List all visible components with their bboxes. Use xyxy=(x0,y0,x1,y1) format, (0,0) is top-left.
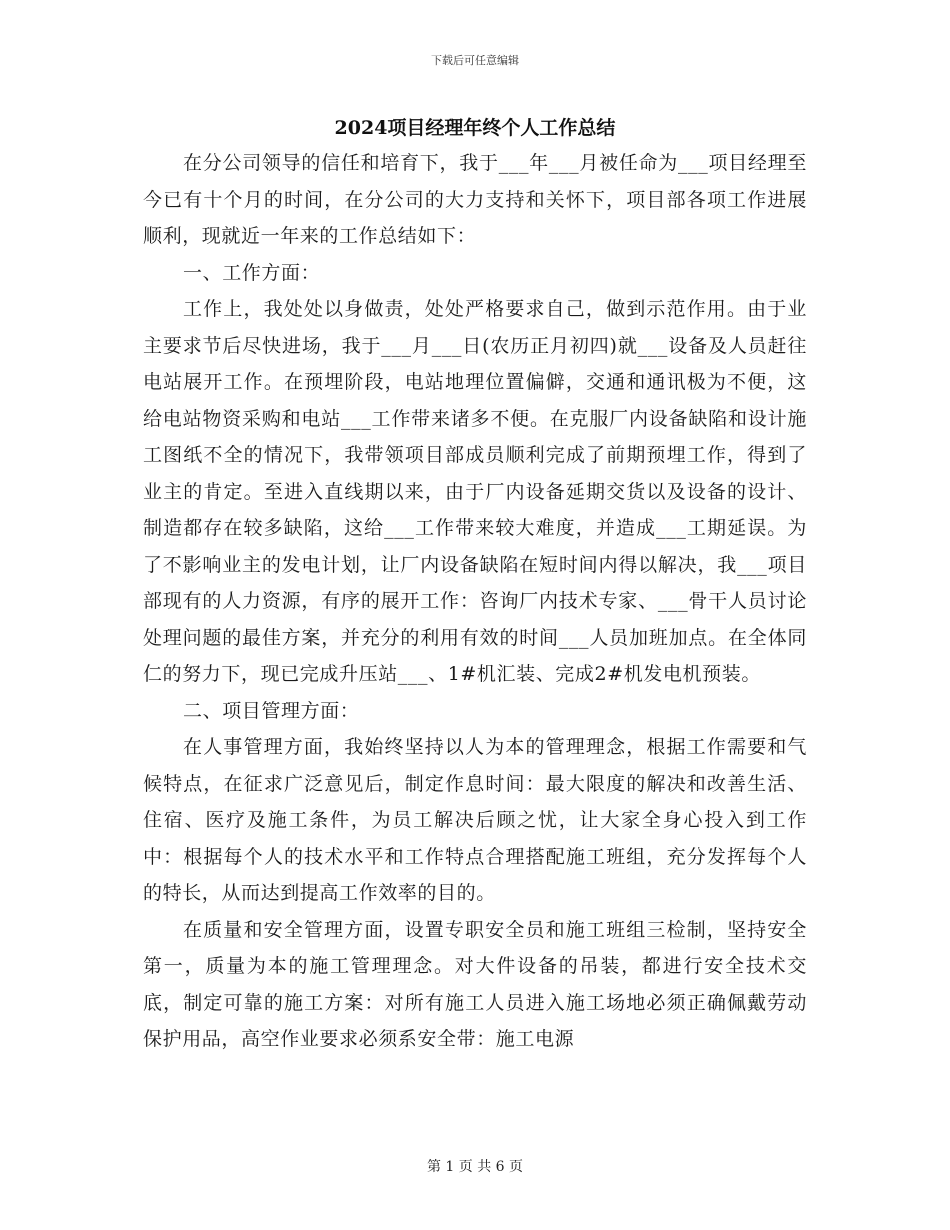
section-heading-work: 一、工作方面： xyxy=(183,261,321,284)
paragraph-personnel: 在人事管理方面，我始终坚持以人为本的管理理念，根据工作需要和气候特点，在征求广泛意见后，制定作息时间：最大限度的解决和改善生活、住宿、医疗及施工条件，为员工解决后顾之忧，让大家全身心投入到工作中：根据每个人的技术水平和工作特点合理搭配施工班组，充分发挥每个人的特长，从而达到提高工作效率的目的。 xyxy=(143,736,807,904)
header-note: 下载后可任意编辑 xyxy=(431,54,519,67)
paragraph-quality-safety: 在质量和安全管理方面，设置专职安全员和施工班组三检制，坚持安全第一，质量为本的施工管理理念。对大件设备的吊装，都进行安全技术交底，制定可靠的施工方案：对所有施工人员进入施工场地必须正确佩戴劳动保护用品，高空作业要求必须系安全带：施工电源 xyxy=(143,918,807,1050)
section-heading-management: 二、项目管理方面： xyxy=(183,699,360,722)
document-title: 2024项目经理年终个人工作总结 xyxy=(334,117,616,139)
paragraph-work: 工作上，我处处以身做责，处处严格要求自己，做到示范作用。由于业主要求节后尽快进场，我于___月___日(农历正月初四)就___设备及人员赶往电站展开工作。在预埋阶段，电站地理位置偏僻，交通和通讯极为不便，这给电站物资采购和电站___工作带来诸多不便。在克服厂内设备缺陷和设计施工图纸不全的情况下，我带领项目部成员顺利完成了前期预埋工作，得到了业主的肯定。至进入直线期以来，由于厂内设备延期交货以及设备的设计、制造都存在较多缺陷，这给___工作带来较大难度，并造成___工期延误。为了不影响业主的发电计划，让厂内设备缺陷在短时间内得以解决，我___项目部现有的人力资源，有序的展开工作：咨询厂内技术专家、___骨干人员讨论处理问题的最佳方案，并充分的利用有效的时间___人员加班加点。在全体同仁的努力下，现已完成升压站___、1#机汇装、完成2#机发电机预装。 xyxy=(143,298,807,685)
page-number: 第 1 页 共 6 页 xyxy=(426,1159,524,1175)
paragraph-intro: 在分公司领导的信任和培育下，我于___年___月被任命为___项目经理至今已有十个月的时间，在分公司的大力支持和关怀下，项目部各项工作进展顺利，现就近一年来的工作总结如下： xyxy=(143,152,807,247)
document-body xyxy=(143,145,807,1058)
